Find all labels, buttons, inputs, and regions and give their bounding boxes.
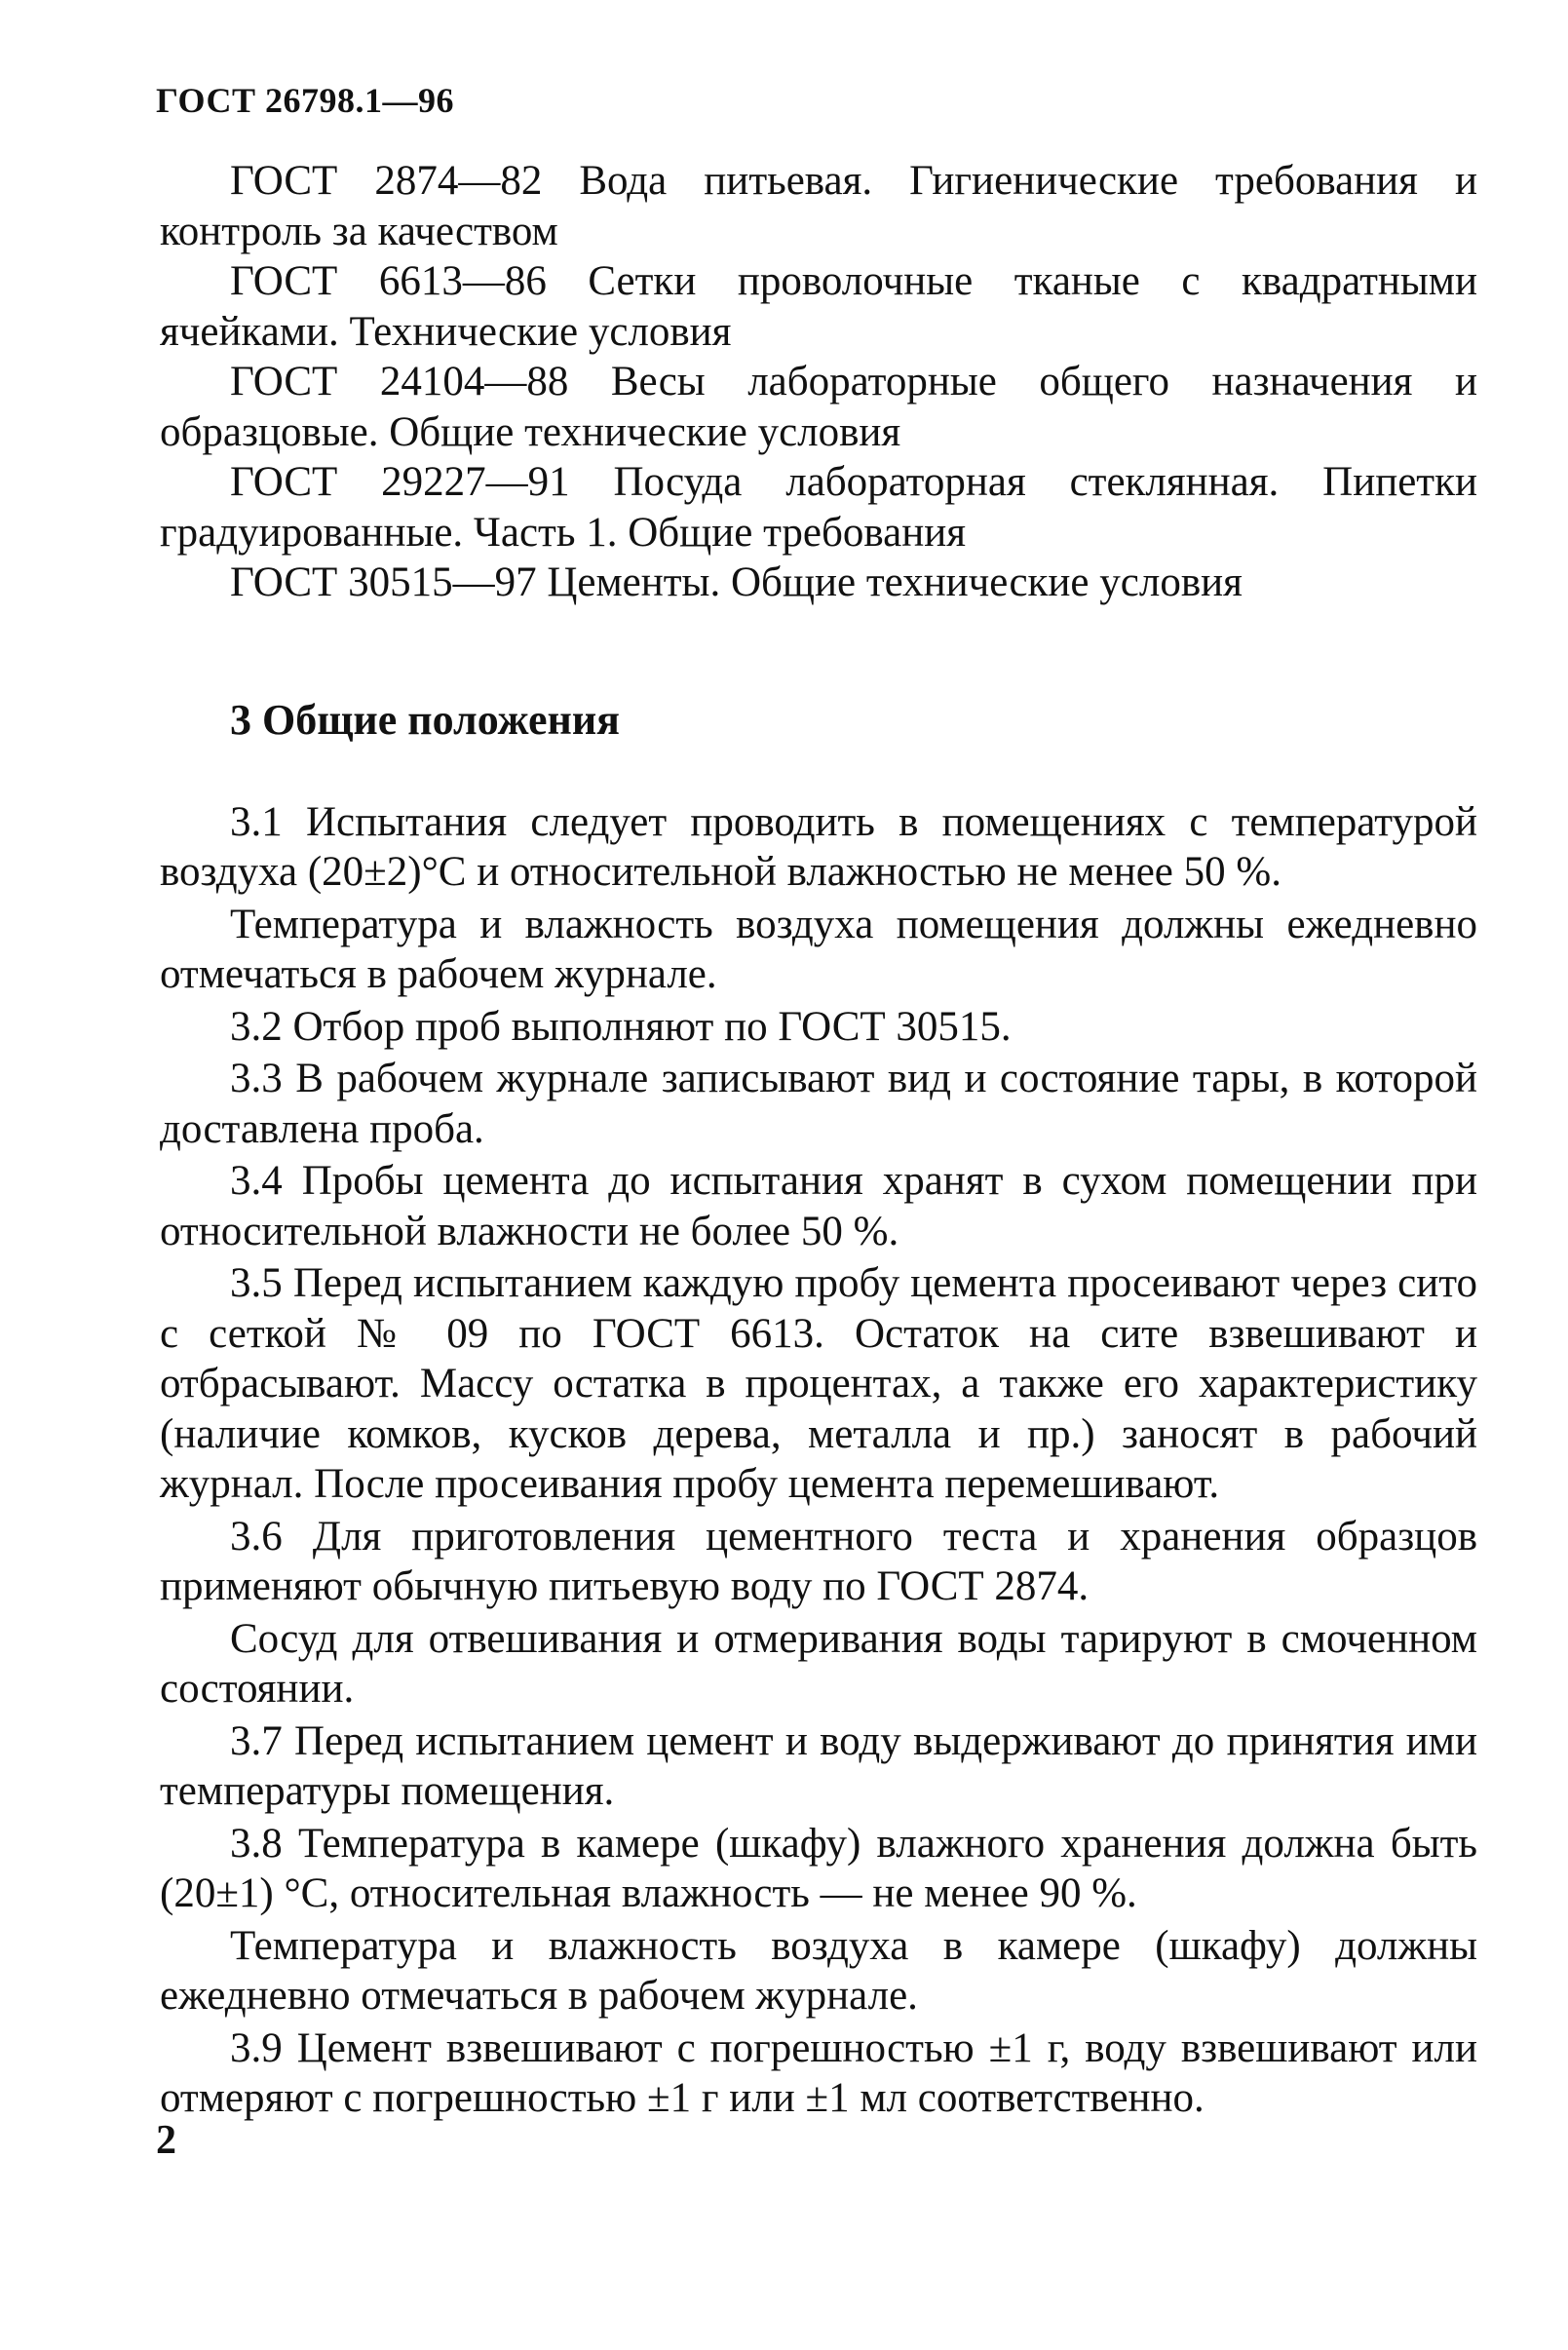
document-code-header: ГОСТ 26798.1—96	[156, 81, 454, 120]
page-content	[160, 156, 1477, 2126]
reference-item: ГОСТ 2874—82 Вода питьевая. Гигиенические требования и контроль за качеством	[160, 158, 1477, 254]
clause-paragraph: 3.2 Отбор проб выполняют по ГОСТ 30515.	[230, 1003, 1012, 1050]
clause-paragraph: Сосуд для отвешивания и отмеривания воды тарируют в смоченном состоянии.	[160, 1615, 1477, 1712]
reference-item: ГОСТ 6613—86 Сетки проволочные тканые с квадратными ячейками. Технические условия	[160, 258, 1477, 355]
reference-item: ГОСТ 24104—88 Весы лабораторные общего назначения и образцовые. Общие технические условия	[160, 359, 1477, 455]
page-number: 2	[156, 2118, 176, 2163]
clause-paragraph: 3.9 Цемент взвешивают с погрешностью ±1 г, воду взвешивают или отмеряют с погрешностью ±1 г или ±1 мл соответственно.	[160, 2024, 1477, 2121]
clause-paragraph: 3.5 Перед испытанием каждую пробу цемента просеивают через сито с сеткой № 09 по ГОСТ 6613. Остаток на сите взвешивают и отбрасывают. Массу остатка в процентах, а также его характеристику (наличие комков, кусков дерева, металла и пр.) заносят в рабочий журнал. После просеивания пробу цемента перемешивают.	[160, 1260, 1477, 1507]
reference-item: ГОСТ 29227—91 Посуда лабораторная стеклянная. Пипетки градуированные. Часть 1. Общие требования	[160, 459, 1477, 556]
section-body	[160, 797, 1477, 2124]
clause-paragraph: Температура и влажность воздуха помещения должны ежедневно отмечаться в рабочем журнале.	[160, 901, 1477, 997]
clause-paragraph: 3.6 Для приготовления цементного теста и хранения образцов применяют обычную питьевую воду по ГОСТ 2874.	[160, 1513, 1477, 1609]
clause-paragraph: Температура и влажность воздуха в камере (шкафу) должны ежедневно отмечаться в рабочем журнале.	[160, 1922, 1477, 2019]
reference-item: ГОСТ 30515—97 Цементы. Общие технические условия	[230, 559, 1243, 605]
clause-paragraph: 3.3 В рабочем журнале записывают вид и состояние тары, в которой доставлена проба.	[160, 1056, 1477, 1152]
clause-paragraph: 3.4 Пробы цемента до испытания хранят в сухом помещении при относительной влажности не более 50 %.	[160, 1158, 1477, 1254]
normative-references-list	[160, 156, 1477, 608]
clause-paragraph: 3.8 Температура в камере (шкафу) влажного хранения должна быть (20±1) °С, относительная влажность — не менее 90 %.	[160, 1820, 1477, 1916]
clause-paragraph: 3.7 Перед испытанием цемент и воду выдерживают до принятия ими температуры помещения.	[160, 1717, 1477, 1814]
section-heading: 3 Общие положения	[230, 695, 620, 744]
clause-paragraph: 3.1 Испытания следует проводить в помещениях с температурой воздуха (20±2)°С и относительной влажностью не менее 50 %.	[160, 798, 1477, 895]
